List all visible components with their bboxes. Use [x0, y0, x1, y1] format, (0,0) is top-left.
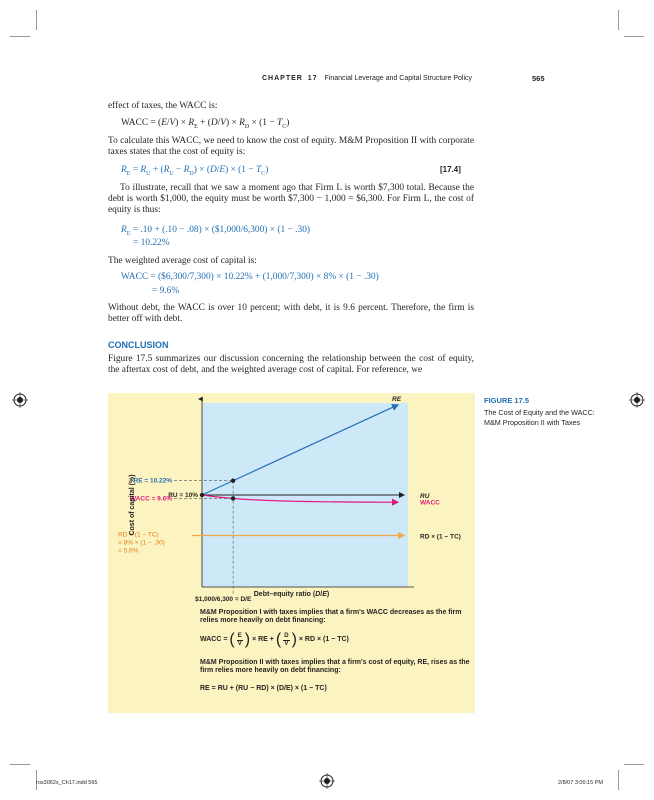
registration-mark-icon: [12, 392, 28, 408]
figure-caption: The Cost of Equity and the WACC: M&M Proposition II with Taxes: [484, 408, 595, 427]
paren-close: ): [291, 631, 297, 649]
paragraph-5: Figure 17.5 summarizes our discussion concerning the relationship between the cost of equity, the aftertax cost of debt, and the weighted average cost of capital. For reference, we: [108, 354, 474, 376]
note-2: M&M Proposition II with taxes implies that a firm's cost of equity, RE, rises as the firm relies more heavily on debt financing:: [200, 659, 470, 675]
x-axis-label-text: Debt–equity ratio (D/E): [253, 591, 330, 598]
x-marker-label: $1,000/6,300 = D/E: [195, 596, 252, 603]
fraction-d-v-den: V: [284, 641, 289, 647]
fraction-e-v-den: V: [237, 641, 242, 647]
registration-mark-icon: [319, 773, 335, 789]
calculation-2-line-1: WACC = ($6,300/7,300) × 10.22% + (1,000/7,300) × 8% × (1 − .30): [121, 272, 379, 282]
equation-number: [17.4]: [440, 165, 461, 174]
cost-of-equity-equation: $R_E = R_U + (R_U - R_D) \times (D/E) \times (1 - T_C)$: [121, 165, 269, 177]
crop-mark: [624, 36, 644, 37]
wacc-marker-point: [231, 496, 235, 500]
note-1: M&M Proposition I with taxes implies that a firm's WACC decreases as the firm relies more heavily on debt financing:: [200, 609, 462, 625]
crop-mark: [624, 764, 644, 765]
x-axis-label: [108, 591, 475, 598]
wacc-value-label: WACC = 9.6%: [129, 495, 172, 503]
cost-of-capital-chart: [108, 393, 475, 613]
section-heading: CONCLUSION: [108, 340, 169, 350]
fraction-e-v: [237, 633, 243, 648]
registration-mark-icon: [629, 392, 645, 408]
paragraph-4: Without debt, the WACC is over 10 percent; with debt, it is 9.6 percent. Therefore, the firm is better off with debt.: [108, 303, 474, 325]
note-2-formula: RE = RU + (RU − RD) × (D/E) × (1 − TC): [200, 685, 327, 692]
paren-open: (: [275, 631, 282, 649]
footer-date: 2/8/07 3:00:15 PM: [558, 780, 603, 786]
chapter-title: Financial Leverage and Capital Structure Policy: [324, 75, 473, 82]
rd-value-label-2: = 8% × (1 − .30): [118, 539, 165, 547]
rd-value-label-3: = 5.6%: [118, 547, 139, 555]
note-1-formula-suffix: × RD × (1 − TC): [298, 636, 349, 644]
rd-value-label-1: RD × (1 − TC): [118, 531, 159, 539]
re-value-label: RE = 10.22%: [133, 477, 172, 485]
note-1-formula: [200, 633, 470, 648]
re-marker-point: [231, 478, 235, 482]
paren-close: ): [244, 631, 251, 649]
wacc-series-label: WACC: [420, 499, 440, 507]
ru-value-label: RU = 10%: [168, 492, 198, 499]
re-series-label: RE: [392, 395, 402, 403]
crop-mark: [36, 10, 37, 30]
page-number: 565: [532, 74, 545, 83]
wacc-equation: WACC = $(E/V) \times R_E + (D/V) \times R_D \times (1 - T_C)$: [121, 118, 290, 130]
figure-label: FIGURE 17.5: [484, 396, 530, 405]
note-1-formula-mid: × RE +: [252, 636, 274, 644]
note-1-formula-prefix: WACC =: [200, 636, 228, 644]
lead-in-text: effect of taxes, the WACC is:: [108, 101, 218, 111]
rd-series-label: RD × (1 − TC): [420, 533, 461, 541]
paragraph-2: To illustrate, recall that we saw a moment ago that Firm L is worth $7,300 total. Because the debt is worth $1,000, the equity must be worth $7,300 − 1,000 = $6,300. For Firm L, the cost of equity is thus:: [108, 183, 474, 216]
calculation-1-line-2: = 10.22%: [133, 238, 170, 248]
crop-mark: [10, 36, 30, 37]
fraction-d-v: [283, 633, 289, 648]
crop-mark: [10, 764, 30, 765]
footer-file: ros3062x_Ch17.indd 565: [36, 780, 98, 786]
fraction-e-v-num: E: [237, 633, 242, 639]
chapter-label: CHAPTER: [262, 75, 303, 82]
figure-box: [108, 393, 475, 713]
paragraph-3: The weighted average cost of capital is:: [108, 256, 257, 266]
calculation-2-line-2: = 9.6%: [152, 286, 180, 296]
fraction-d-v-num: D: [284, 633, 289, 639]
running-header: [262, 75, 472, 82]
calculation-1-line-1: $R_E = .10 + (.10 - .08)$ × ($1,000/6,300) × (1 − .30): [121, 225, 311, 237]
crop-mark: [618, 10, 619, 30]
paren-open: (: [229, 631, 235, 649]
paragraph-1: To calculate this WACC, we need to know the cost of equity. M&M Proposition II with corporate taxes states that the cost of equity is:: [108, 136, 474, 158]
chapter-number: 17: [307, 75, 318, 82]
crop-mark: [618, 770, 619, 790]
origin-point: [200, 493, 204, 497]
y-axis-label: Cost of capital (%): [129, 474, 136, 536]
ru-series-label: RU: [420, 493, 430, 500]
